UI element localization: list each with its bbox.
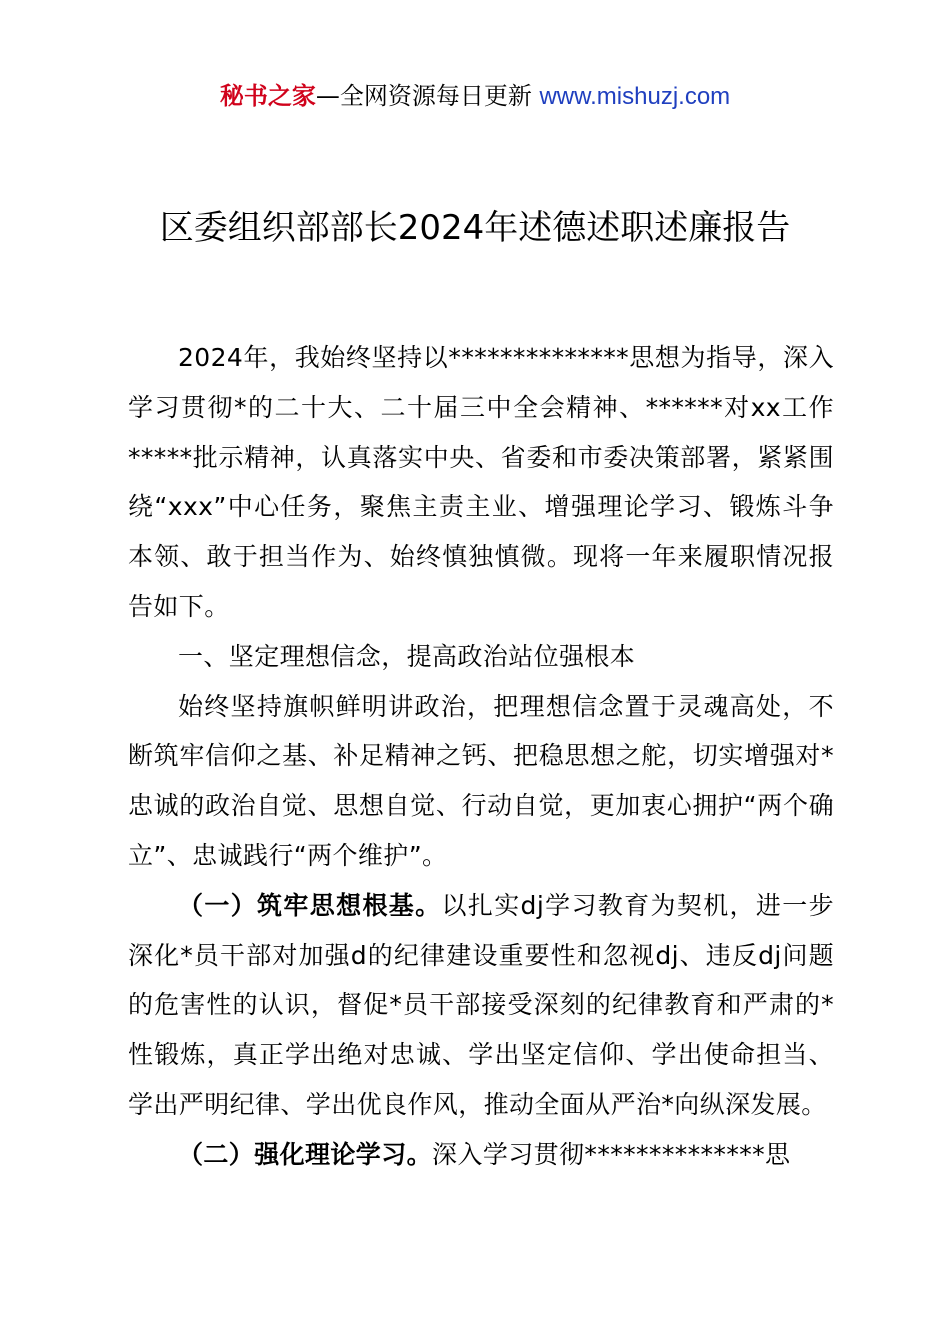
site-header bbox=[0, 80, 950, 113]
document-title: 区委组织部部长2024年述德述职述廉报告 bbox=[159, 208, 791, 248]
document-body bbox=[128, 333, 834, 1181]
subsection-lead: （二）强化理论学习。 bbox=[178, 1139, 433, 1169]
paragraph-subsection-1: （一）筑牢思想根基。以扎实dj学习教育为契机，进一步深化*员干部对加强d的纪律建设重要性和忽视dj、违反dj问题的危害性的认识，督促*员干部接受深刻的纪律教育和严肃的*性锻炼，真正学出绝对忠诚、学出坚定信仰、学出使命担当、学出严明纪律、学出优良作风，推动全面从严治*向纵深发展。 bbox=[128, 890, 834, 1119]
section-heading-1: 一、坚定理想信念，提高政治站位强根本 bbox=[178, 641, 636, 671]
paragraph-section-1: 始终坚持旗帜鲜明讲政治，把理想信念置于灵魂高处，不断筑牢信仰之基、补足精神之钙、把稳思想之舵，切实增强对*忠诚的政治自觉、思想自觉、行动自觉，更加衷心拥护“两个确立”、忠诚践行“两个维护”。 bbox=[128, 691, 834, 870]
site-tagline: —全网资源每日更新 bbox=[315, 82, 532, 110]
paragraph-subsection-2: （二）强化理论学习。深入学习贯彻**************思 bbox=[178, 1139, 791, 1169]
site-brand: 秘书之家 bbox=[219, 82, 316, 110]
site-url-link[interactable]: www.mishuzj.com bbox=[539, 83, 731, 110]
paragraph-intro: 2024年，我始终坚持以**************思想为指导，深入学习贯彻*的二十大、二十届三中全会精神、******对xx工作*****批示精神，认真落实中央、省委和市委决策部署，紧紧围绕“xxx”中心任务，聚焦主责主业、增强理论学习、锻炼斗争本领、敢于担当作为、始终慎独慎微。现将一年来履职情况报告如下。 bbox=[128, 343, 834, 621]
subsection-lead: （一）筑牢思想根基。 bbox=[178, 890, 442, 920]
